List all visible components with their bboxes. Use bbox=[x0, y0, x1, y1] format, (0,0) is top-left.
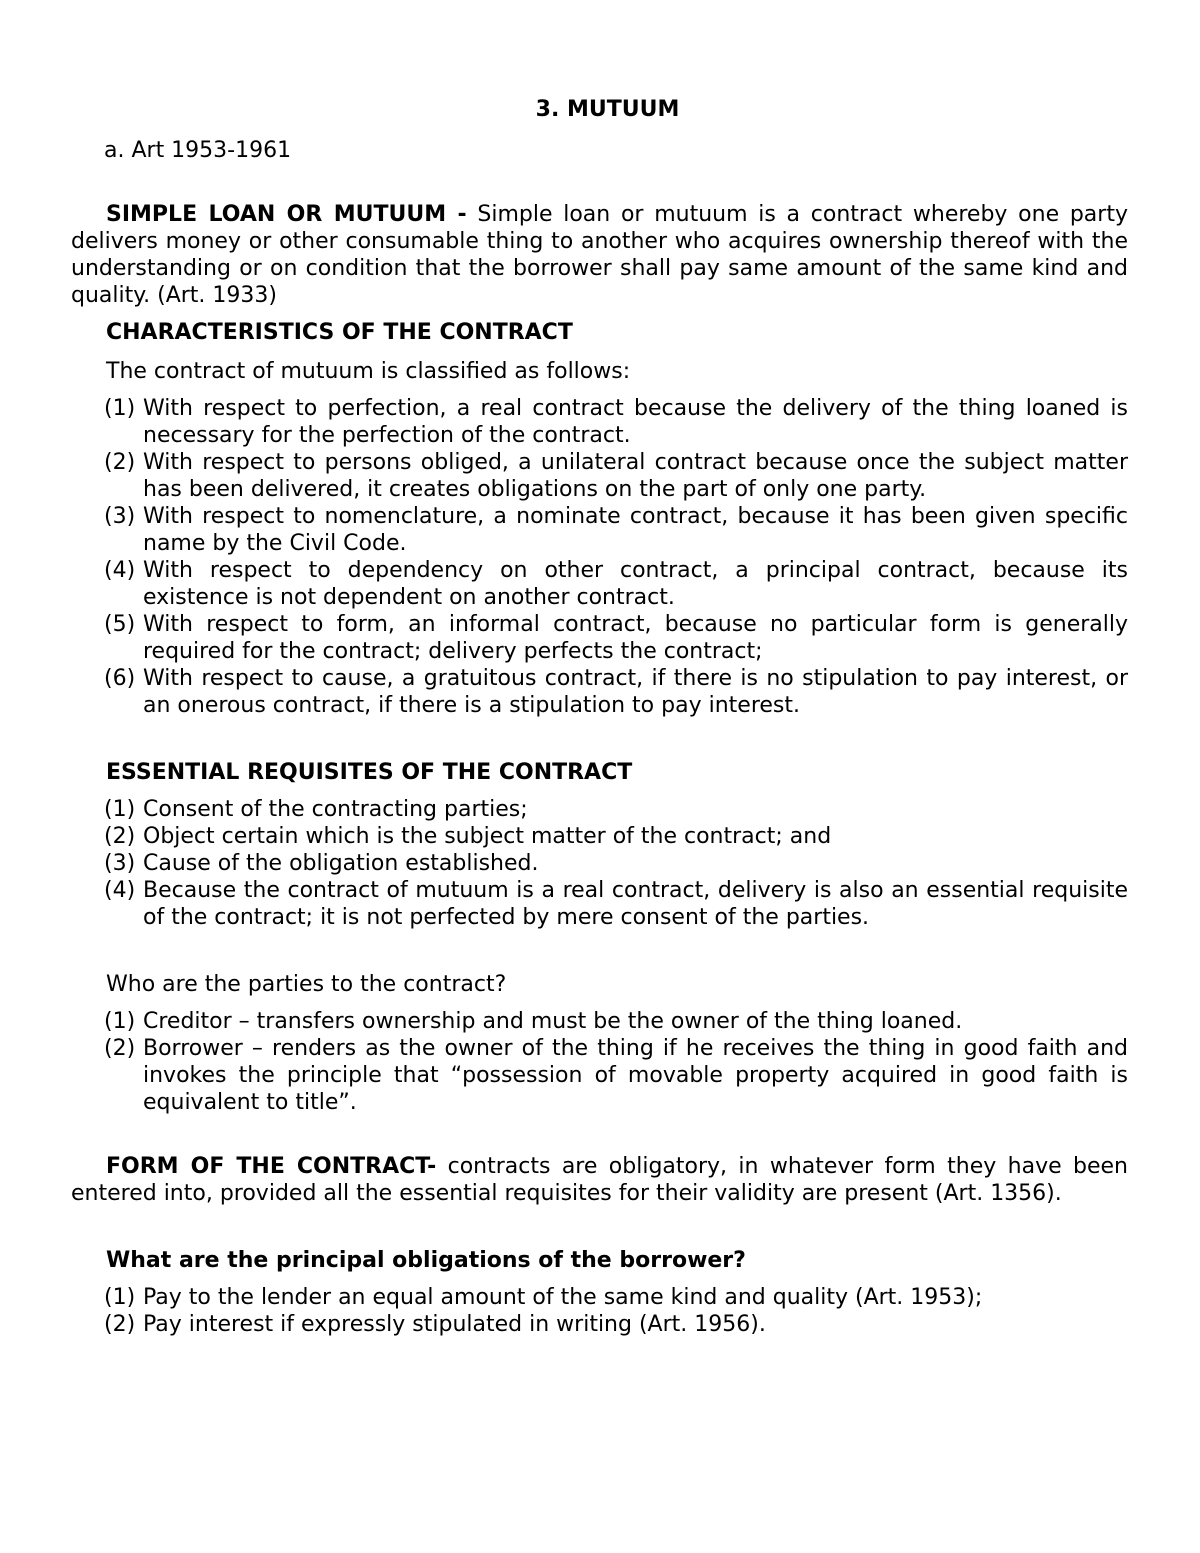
list-text: Pay interest if expressly stipulated in writing (Art. 1956). bbox=[143, 1312, 766, 1337]
list-number: (1) bbox=[104, 396, 136, 421]
list-text: With respect to persons obliged, a unilateral contract because once the subject matter has been delivered, it creates obligations on the part of only one party. bbox=[143, 450, 1128, 502]
list-item bbox=[71, 1311, 1128, 1338]
list-number: (2) bbox=[104, 1036, 136, 1061]
list-text: Object certain which is the subject matter of the contract; and bbox=[143, 824, 832, 849]
list-item bbox=[71, 611, 1128, 665]
form-paragraph bbox=[71, 1153, 1128, 1207]
list-item bbox=[71, 1008, 1128, 1035]
parties-question: Who are the parties to the contract? bbox=[106, 972, 507, 997]
list-item bbox=[71, 796, 1128, 823]
list-number: (3) bbox=[104, 851, 136, 876]
list-number: (4) bbox=[104, 558, 136, 583]
list-item bbox=[71, 665, 1128, 719]
document-body bbox=[71, 96, 1128, 1338]
list-text: With respect to nomenclature, a nominate contract, because it has been given specific name by the Civil Code. bbox=[143, 504, 1128, 556]
form-term: FORM OF THE CONTRACT- bbox=[106, 1154, 437, 1179]
list-item bbox=[71, 1035, 1128, 1116]
list-item bbox=[71, 877, 1128, 931]
characteristics-list bbox=[71, 395, 1128, 719]
form-text: contracts are obligatory, in whatever form they have been entered into, provided all the essential requisites for their validity are present (Art. 1356). bbox=[71, 1154, 1128, 1206]
characteristics-lead: The contract of mutuum is classified as follows: bbox=[106, 359, 631, 384]
list-number: (1) bbox=[104, 1009, 136, 1034]
list-number: (2) bbox=[104, 450, 136, 475]
list-item bbox=[71, 503, 1128, 557]
list-text: With respect to dependency on other contract, a principal contract, because its existence is not dependent on another contract. bbox=[143, 558, 1128, 610]
requisites-list bbox=[71, 796, 1128, 931]
requisites-heading: ESSENTIAL REQUISITES OF THE CONTRACT bbox=[106, 760, 633, 785]
list-text: Pay to the lender an equal amount of the same kind and quality (Art. 1953); bbox=[143, 1285, 983, 1310]
list-item bbox=[71, 395, 1128, 449]
list-item bbox=[71, 557, 1128, 611]
list-number: (3) bbox=[104, 504, 136, 529]
list-number: (2) bbox=[104, 824, 136, 849]
list-text: Consent of the contracting parties; bbox=[143, 797, 528, 822]
list-text: With respect to cause, a gratuitous contract, if there is no stipulation to pay interest, or an onerous contract, if there is a stipulation to pay interest. bbox=[143, 666, 1128, 718]
list-number: (1) bbox=[104, 797, 136, 822]
list-text: With respect to perfection, a real contract because the delivery of the thing loaned is necessary for the perfection of the contract. bbox=[143, 396, 1128, 448]
list-number: (5) bbox=[104, 612, 136, 637]
obligations-list bbox=[71, 1284, 1128, 1338]
list-item bbox=[71, 449, 1128, 503]
list-number: (4) bbox=[104, 878, 136, 903]
list-text: Cause of the obligation established. bbox=[143, 851, 539, 876]
list-text: Creditor – transfers ownership and must be the owner of the thing loaned. bbox=[143, 1009, 963, 1034]
list-item bbox=[71, 823, 1128, 850]
intro-text: Simple loan or mutuum is a contract whereby one party delivers money or other consumable thing to another who acquires ownership thereof with the understanding or on condition that the borrower shall pay same amount of the same kind and quality. (Art. 1933) bbox=[71, 202, 1128, 308]
parties-list bbox=[71, 1008, 1128, 1116]
list-text: Borrower – renders as the owner of the thing if he receives the thing in good faith and invokes the principle that “possession of movable property acquired in good faith is equivalent to title”. bbox=[143, 1036, 1128, 1115]
article-range: a. Art 1953-1961 bbox=[104, 138, 292, 163]
list-item bbox=[71, 1284, 1128, 1311]
intro-term: SIMPLE LOAN OR MUTUUM - bbox=[106, 202, 467, 227]
list-number: (2) bbox=[104, 1312, 136, 1337]
page-title: 3. MUTUUM bbox=[535, 97, 680, 122]
list-number: (6) bbox=[104, 666, 136, 691]
list-number: (1) bbox=[104, 1285, 136, 1310]
intro-paragraph bbox=[71, 201, 1128, 309]
characteristics-heading: CHARACTERISTICS OF THE CONTRACT bbox=[106, 320, 573, 345]
list-text: Because the contract of mutuum is a real contract, delivery is also an essential requisite of the contract; it is not perfected by mere consent of the parties. bbox=[143, 878, 1128, 930]
list-text: With respect to form, an informal contract, because no particular form is generally required for the contract; delivery perfects the contract; bbox=[143, 612, 1128, 664]
obligations-heading: What are the principal obligations of the borrower? bbox=[106, 1248, 746, 1273]
list-item bbox=[71, 850, 1128, 877]
